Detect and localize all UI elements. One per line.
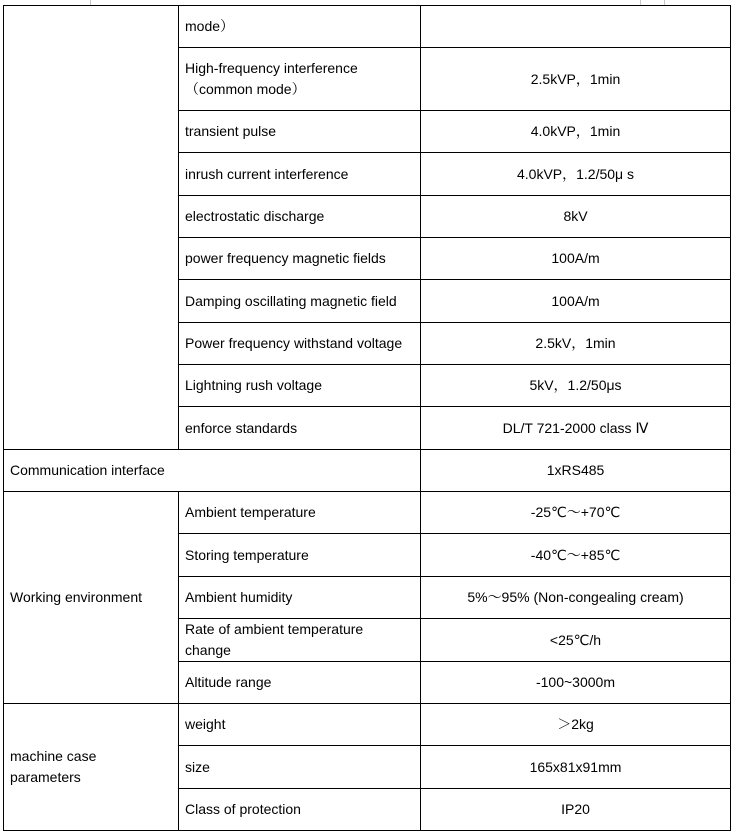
emc-group-cell: [4, 6, 179, 450]
value-cell: 2.5kVP，1min: [421, 48, 731, 111]
param-cell: size: [179, 746, 421, 789]
value-cell: 4.0kVP，1min: [421, 111, 731, 153]
param-line: High-frequency interference: [185, 60, 358, 76]
value-cell: ＞2kg: [421, 704, 731, 746]
value-cell: <25℃/h: [421, 619, 731, 662]
param-cell: Damping oscillating magnetic field: [179, 280, 421, 323]
param-line: change: [185, 642, 231, 658]
param-cell: mode）: [179, 6, 421, 48]
value-cell: 4.0kVP，1.2/50μ s: [421, 153, 731, 196]
value-cell: 2.5kV，1min: [421, 323, 731, 365]
param-line: （common mode）: [185, 81, 306, 97]
param-cell: electrostatic discharge: [179, 196, 421, 238]
table-row: [4, 704, 731, 746]
communication-value: 1xRS485: [421, 450, 731, 492]
param-cell: [179, 619, 421, 662]
param-line: Rate of ambient temperature: [185, 621, 364, 637]
table-row: [4, 492, 731, 534]
case-label: [4, 704, 179, 831]
param-cell: Lightning rush voltage: [179, 365, 421, 407]
param-cell: Storing temperature: [179, 534, 421, 577]
value-cell: 100A/m: [421, 280, 731, 323]
value-cell: 5kV，1.2/50μs: [421, 365, 731, 407]
case-label-line: parameters: [10, 769, 81, 785]
param-cell: Class of protection: [179, 789, 421, 831]
param-cell: [179, 48, 421, 111]
param-cell: Ambient humidity: [179, 577, 421, 619]
param-cell: Power frequency withstand voltage: [179, 323, 421, 365]
param-cell: weight: [179, 704, 421, 746]
value-cell: 165x81x91mm: [421, 746, 731, 789]
value-cell: [421, 6, 731, 48]
environment-label: Working environment: [4, 492, 179, 704]
value-cell: 100A/m: [421, 238, 731, 280]
value-cell: DL/T 721-2000 class Ⅳ: [421, 407, 731, 450]
param-cell: transient pulse: [179, 111, 421, 153]
param-cell: inrush current interference: [179, 153, 421, 196]
value-cell: -25℃～+70℃: [421, 492, 731, 534]
table-row: [4, 6, 731, 48]
value-cell: -40℃～+85℃: [421, 534, 731, 577]
value-cell: 5%～95% (Non-congealing cream): [421, 577, 731, 619]
communication-label: Communication interface: [4, 450, 421, 492]
param-cell: Altitude range: [179, 662, 421, 704]
param-cell: power frequency magnetic fields: [179, 238, 421, 280]
param-cell: Ambient temperature: [179, 492, 421, 534]
case-label-line: machine case: [10, 748, 97, 764]
table-row: [4, 450, 731, 492]
param-cell: enforce standards: [179, 407, 421, 450]
value-cell: -100~3000m: [421, 662, 731, 704]
spec-table: [3, 5, 731, 831]
value-cell: 8kV: [421, 196, 731, 238]
value-cell: IP20: [421, 789, 731, 831]
